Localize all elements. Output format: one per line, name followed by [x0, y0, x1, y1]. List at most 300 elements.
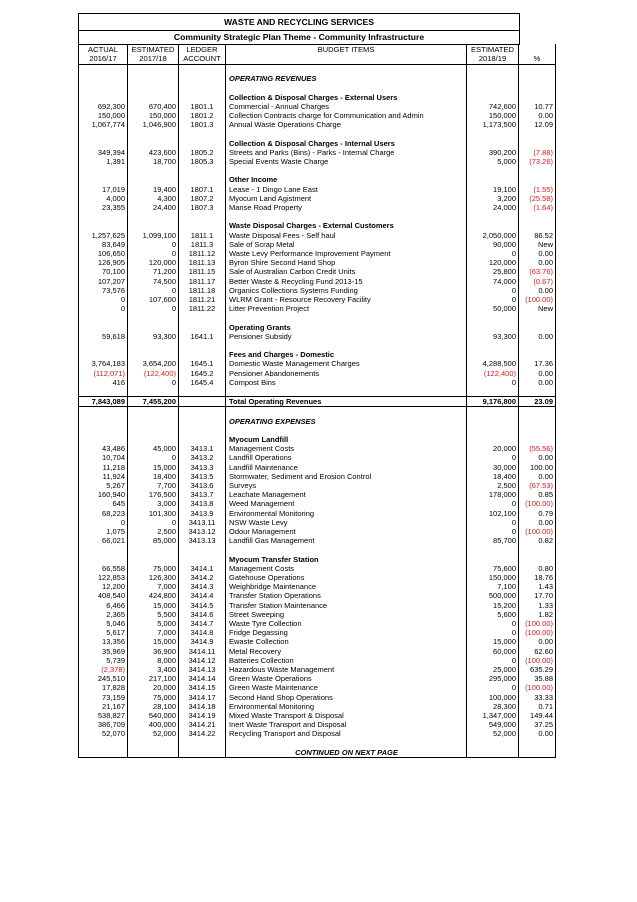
- ledger-cell: 3414.21: [179, 720, 226, 729]
- estimated-prev-cell: 19,400: [128, 185, 179, 194]
- estimated-prev-cell: (122,400): [128, 369, 179, 378]
- ledger-cell: 1807.3: [179, 203, 226, 212]
- estimated-next-cell: 102,100: [467, 509, 519, 518]
- actual-cell: 83,649: [79, 240, 128, 249]
- actual-cell: 17,828: [79, 683, 128, 692]
- actual-cell: 0: [79, 304, 128, 313]
- percent-cell: [519, 166, 556, 175]
- budget-sheet: [78, 13, 555, 900]
- ledger-cell: 3414.18: [179, 702, 226, 711]
- estimated-prev-cell: [128, 313, 179, 322]
- ledger-cell: 1811.12: [179, 249, 226, 258]
- estimated-prev-cell: [128, 221, 179, 230]
- percent-cell: [519, 435, 556, 444]
- percent-cell: 17.36: [519, 359, 556, 368]
- ledger-cell: 1645.2: [179, 369, 226, 378]
- total-row: [79, 397, 556, 407]
- estimated-next-cell: 3,200: [467, 194, 519, 203]
- spacer-row: [79, 65, 556, 75]
- estimated-prev-cell: 3,400: [128, 665, 179, 674]
- percent-cell: [519, 739, 556, 748]
- percent-cell: 0.00: [519, 332, 556, 341]
- ledger-cell: [179, 426, 226, 435]
- percent-cell: [519, 417, 556, 426]
- estimated-next-cell: 0: [467, 656, 519, 665]
- estimated-prev-cell: 75,000: [128, 693, 179, 702]
- actual-cell: 645: [79, 499, 128, 508]
- item-cell: Ewaste Collection: [226, 637, 467, 646]
- estimated-prev-cell: 93,300: [128, 332, 179, 341]
- ledger-cell: 1811.22: [179, 304, 226, 313]
- estimated-prev-cell: 0: [128, 378, 179, 387]
- actual-cell: 5,617: [79, 628, 128, 637]
- table-row: [79, 111, 556, 120]
- item-cell: Mixed Waste Transport & Disposal: [226, 711, 467, 720]
- estimated-prev-cell: [128, 387, 179, 397]
- estimated-next-cell: 20,000: [467, 444, 519, 453]
- percent-cell: 0.80: [519, 564, 556, 573]
- actual-cell: 5,267: [79, 481, 128, 490]
- estimated-next-cell: 0: [467, 295, 519, 304]
- ledger-cell: 1811.18: [179, 286, 226, 295]
- estimated-next-cell: 0: [467, 683, 519, 692]
- ledger-cell: [179, 313, 226, 322]
- ledger-cell: 1805.2: [179, 148, 226, 157]
- estimated-prev-cell: 400,000: [128, 720, 179, 729]
- section-heading-row: [79, 221, 556, 230]
- percent-cell: 0.85: [519, 490, 556, 499]
- percent-cell: 62.60: [519, 647, 556, 656]
- estimated-prev-cell: [128, 350, 179, 359]
- actual-cell: 386,709: [79, 720, 128, 729]
- item-cell: Management Costs: [226, 564, 467, 573]
- estimated-prev-cell: 24,400: [128, 203, 179, 212]
- percent-cell: [519, 555, 556, 564]
- estimated-prev-cell: 0: [128, 249, 179, 258]
- item-cell: Collection & Disposal Charges - Internal Users: [226, 139, 467, 148]
- item-cell: [226, 545, 467, 554]
- item-cell: OPERATING REVENUES: [226, 74, 467, 83]
- estimated-prev-cell: 150,000: [128, 111, 179, 120]
- item-cell: Manse Road Property: [226, 203, 467, 212]
- estimated-next-cell: [467, 350, 519, 359]
- percent-cell: [519, 545, 556, 554]
- estimated-prev-cell: 18,700: [128, 157, 179, 166]
- actual-cell: 0: [79, 295, 128, 304]
- page-subtitle: Community Strategic Plan Theme - Community Infrastructure: [173, 32, 425, 42]
- percent-cell: [519, 426, 556, 435]
- estimated-next-cell: 742,600: [467, 102, 519, 111]
- estimated-prev-cell: 3,000: [128, 499, 179, 508]
- estimated-next-cell: [467, 417, 519, 426]
- estimated-next-cell: 0: [467, 286, 519, 295]
- item-cell: [226, 65, 467, 75]
- estimated-prev-cell: [128, 139, 179, 148]
- actual-cell: 68,223: [79, 509, 128, 518]
- item-cell: Total Operating Revenues: [226, 397, 467, 407]
- item-cell: Pensioner Subsidy: [226, 332, 467, 341]
- item-cell: Odour Management: [226, 527, 467, 536]
- ledger-cell: [179, 545, 226, 554]
- title-box: [78, 13, 520, 45]
- percent-cell: 12.09: [519, 120, 556, 129]
- estimated-prev-cell: 71,200: [128, 267, 179, 276]
- item-cell: [226, 129, 467, 138]
- actual-cell: [79, 93, 128, 102]
- table-row: [79, 573, 556, 582]
- estimated-next-cell: 5,600: [467, 610, 519, 619]
- estimated-next-cell: [467, 555, 519, 564]
- estimated-prev-cell: 1,099,100: [128, 231, 179, 240]
- ledger-cell: [179, 93, 226, 102]
- item-cell: [226, 739, 467, 748]
- estimated-prev-cell: [128, 212, 179, 221]
- ledger-cell: [179, 435, 226, 444]
- item-cell: Byron Shire Second Hand Shop: [226, 258, 467, 267]
- percent-cell: (100.00): [519, 683, 556, 692]
- estimated-prev-cell: 85,000: [128, 536, 179, 545]
- estimated-next-cell: 390,200: [467, 148, 519, 157]
- actual-cell: 59,618: [79, 332, 128, 341]
- estimated-next-cell: 500,000: [467, 591, 519, 600]
- estimated-next-cell: 52,000: [467, 729, 519, 738]
- item-cell: [226, 212, 467, 221]
- percent-cell: [519, 212, 556, 221]
- percent-cell: (0.67): [519, 277, 556, 286]
- ledger-cell: 3414.22: [179, 729, 226, 738]
- header-estimated-prev: ESTIMATED: [128, 44, 179, 54]
- table-row: [79, 267, 556, 276]
- spacer-row: [79, 166, 556, 175]
- item-cell: [226, 407, 467, 417]
- estimated-next-cell: [467, 545, 519, 554]
- estimated-next-cell: 0: [467, 499, 519, 508]
- actual-cell: 73,159: [79, 693, 128, 702]
- ledger-cell: 3414.6: [179, 610, 226, 619]
- item-cell: Weed Management: [226, 499, 467, 508]
- percent-cell: [519, 74, 556, 83]
- estimated-next-cell: 75,600: [467, 564, 519, 573]
- ledger-cell: [179, 739, 226, 748]
- ledger-cell: 3413.6: [179, 481, 226, 490]
- estimated-next-cell: 28,300: [467, 702, 519, 711]
- actual-cell: 35,969: [79, 647, 128, 656]
- header-actual-year: 2016/17: [79, 54, 128, 65]
- estimated-next-cell: 25,000: [467, 665, 519, 674]
- ledger-cell: 1811.17: [179, 277, 226, 286]
- item-cell: Organics Collections Systems Funding: [226, 286, 467, 295]
- estimated-next-cell: 50,000: [467, 304, 519, 313]
- spacer-row: [79, 83, 556, 92]
- estimated-next-cell: 60,000: [467, 647, 519, 656]
- estimated-prev-cell: 5,500: [128, 610, 179, 619]
- item-cell: [226, 313, 467, 322]
- actual-cell: 4,000: [79, 194, 128, 203]
- item-cell: Landfill Maintenance: [226, 463, 467, 472]
- estimated-next-cell: 18,400: [467, 472, 519, 481]
- estimated-next-cell: [467, 435, 519, 444]
- percent-cell: (55.56): [519, 444, 556, 453]
- header-estimated-next-year: 2018/19: [467, 54, 519, 65]
- actual-cell: 11,924: [79, 472, 128, 481]
- percent-cell: (73.26): [519, 157, 556, 166]
- table-row: [79, 102, 556, 111]
- table-row: [79, 527, 556, 536]
- ledger-cell: 3414.8: [179, 628, 226, 637]
- table-row: [79, 295, 556, 304]
- actual-cell: [79, 545, 128, 554]
- ledger-cell: 3413.13: [179, 536, 226, 545]
- table-row: [79, 490, 556, 499]
- table-row: [79, 203, 556, 212]
- estimated-prev-cell: 52,000: [128, 729, 179, 738]
- estimated-prev-cell: 101,300: [128, 509, 179, 518]
- item-cell: Waste Disposal Fees - Self haul: [226, 231, 467, 240]
- actual-cell: 692,300: [79, 102, 128, 111]
- actual-cell: 11,218: [79, 463, 128, 472]
- estimated-prev-cell: 217,100: [128, 674, 179, 683]
- actual-cell: 12,200: [79, 582, 128, 591]
- item-cell: Collection & Disposal Charges - External Users: [226, 93, 467, 102]
- item-cell: Waste Levy Performance Improvement Payment: [226, 249, 467, 258]
- actual-cell: [79, 65, 128, 75]
- percent-cell: 0.71: [519, 702, 556, 711]
- section-heading-row: [79, 350, 556, 359]
- item-cell: Special Events Waste Charge: [226, 157, 467, 166]
- estimated-next-cell: [467, 313, 519, 322]
- budget-table: [78, 44, 556, 758]
- estimated-prev-cell: [128, 323, 179, 332]
- estimated-prev-cell: [128, 175, 179, 184]
- ledger-cell: [179, 212, 226, 221]
- estimated-prev-cell: 36,900: [128, 647, 179, 656]
- ledger-cell: 1805.3: [179, 157, 226, 166]
- ledger-cell: 3414.1: [179, 564, 226, 573]
- estimated-next-cell: 150,000: [467, 573, 519, 582]
- page-title: WASTE AND RECYCLING SERVICES: [79, 14, 519, 31]
- actual-cell: [79, 350, 128, 359]
- item-cell: Sale of Scrap Metal: [226, 240, 467, 249]
- estimated-prev-cell: 8,000: [128, 656, 179, 665]
- percent-cell: (100.00): [519, 295, 556, 304]
- actual-cell: [79, 166, 128, 175]
- actual-cell: 13,356: [79, 637, 128, 646]
- actual-cell: [79, 739, 128, 748]
- estimated-next-cell: [467, 139, 519, 148]
- item-cell: Annual Waste Operations Charge: [226, 120, 467, 129]
- actual-cell: [79, 74, 128, 83]
- table-row: [79, 240, 556, 249]
- table-row: [79, 499, 556, 508]
- estimated-next-cell: 1,173,500: [467, 120, 519, 129]
- ledger-cell: [179, 83, 226, 92]
- ledger-cell: 3413.2: [179, 453, 226, 462]
- item-cell: Landfill Gas Management: [226, 536, 467, 545]
- table-row: [79, 619, 556, 628]
- percent-cell: 1.33: [519, 601, 556, 610]
- estimated-next-cell: 25,800: [467, 267, 519, 276]
- percent-cell: [519, 175, 556, 184]
- header-items: BUDGET ITEMS: [226, 44, 467, 54]
- section-heading-row: [79, 139, 556, 148]
- estimated-prev-cell: 7,000: [128, 628, 179, 637]
- item-cell: Myocum Landfill: [226, 435, 467, 444]
- estimated-next-cell: [467, 65, 519, 75]
- actual-cell: [79, 435, 128, 444]
- ledger-cell: 3413.12: [179, 527, 226, 536]
- estimated-next-cell: 30,000: [467, 463, 519, 472]
- actual-cell: (112,071): [79, 369, 128, 378]
- percent-cell: New: [519, 304, 556, 313]
- item-cell: Domestic Waste Management Charges: [226, 359, 467, 368]
- item-cell: [226, 83, 467, 92]
- percent-cell: [519, 313, 556, 322]
- percent-cell: (100.00): [519, 619, 556, 628]
- estimated-next-cell: 0: [467, 518, 519, 527]
- percent-cell: [519, 323, 556, 332]
- estimated-next-cell: 2,050,000: [467, 231, 519, 240]
- section-heading-row: [79, 93, 556, 102]
- table-row: [79, 249, 556, 258]
- estimated-prev-cell: 120,000: [128, 258, 179, 267]
- actual-cell: 416: [79, 378, 128, 387]
- ledger-cell: 3414.17: [179, 693, 226, 702]
- estimated-prev-cell: [128, 83, 179, 92]
- estimated-next-cell: 24,000: [467, 203, 519, 212]
- table-row: [79, 304, 556, 313]
- percent-cell: 0.00: [519, 472, 556, 481]
- percent-cell: 18.76: [519, 573, 556, 582]
- estimated-next-cell: 178,000: [467, 490, 519, 499]
- percent-cell: (1.55): [519, 185, 556, 194]
- estimated-next-cell: 120,000: [467, 258, 519, 267]
- actual-cell: 5,739: [79, 656, 128, 665]
- percent-cell: [519, 139, 556, 148]
- estimated-prev-cell: 0: [128, 518, 179, 527]
- estimated-prev-cell: 45,000: [128, 444, 179, 453]
- item-cell: WLRM Grant - Resource Recovery Facility: [226, 295, 467, 304]
- estimated-prev-cell: 0: [128, 453, 179, 462]
- percent-cell: [519, 387, 556, 397]
- ledger-cell: 1811.1: [179, 231, 226, 240]
- ledger-cell: 1645.4: [179, 378, 226, 387]
- percent-cell: [519, 65, 556, 75]
- ledger-cell: [179, 555, 226, 564]
- actual-cell: 52,070: [79, 729, 128, 738]
- item-cell: Waste Tyre Collection: [226, 619, 467, 628]
- item-cell: Litter Prevention Project: [226, 304, 467, 313]
- estimated-next-cell: 0: [467, 249, 519, 258]
- ledger-cell: [179, 341, 226, 350]
- item-cell: Collection Contracts charge for Communication and Admin: [226, 111, 467, 120]
- actual-cell: 5,046: [79, 619, 128, 628]
- item-cell: Second Hand Shop Operations: [226, 693, 467, 702]
- ledger-cell: 1811.21: [179, 295, 226, 304]
- section-heading-row: [79, 323, 556, 332]
- ledger-cell: 3414.19: [179, 711, 226, 720]
- item-cell: Other Income: [226, 175, 467, 184]
- estimated-prev-cell: 5,000: [128, 619, 179, 628]
- estimated-next-cell: [467, 166, 519, 175]
- spacer-row: [79, 739, 556, 748]
- actual-cell: [79, 175, 128, 184]
- percent-cell: 0.00: [519, 369, 556, 378]
- spacer-row: [79, 387, 556, 397]
- item-cell: Street Sweeping: [226, 610, 467, 619]
- percent-cell: 0.00: [519, 286, 556, 295]
- table-row: [79, 369, 556, 378]
- estimated-next-cell: [467, 74, 519, 83]
- header-ledger-sub: ACCOUNT: [179, 54, 226, 65]
- ledger-cell: 3414.13: [179, 665, 226, 674]
- percent-cell: 0.00: [519, 378, 556, 387]
- estimated-next-cell: 0: [467, 619, 519, 628]
- estimated-prev-cell: 28,100: [128, 702, 179, 711]
- estimated-prev-cell: 15,000: [128, 601, 179, 610]
- percent-cell: 0.00: [519, 729, 556, 738]
- actual-cell: 66,021: [79, 536, 128, 545]
- ledger-cell: 3413.5: [179, 472, 226, 481]
- estimated-next-cell: 549,000: [467, 720, 519, 729]
- estimated-prev-cell: 74,500: [128, 277, 179, 286]
- actual-cell: 1,257,625: [79, 231, 128, 240]
- percent-cell: (1.64): [519, 203, 556, 212]
- actual-cell: [79, 417, 128, 426]
- estimated-prev-cell: [128, 93, 179, 102]
- table-row: [79, 185, 556, 194]
- estimated-next-cell: [467, 83, 519, 92]
- budget-rows: [79, 65, 556, 758]
- table-row: [79, 463, 556, 472]
- estimated-prev-cell: [128, 545, 179, 554]
- estimated-prev-cell: 1,046,900: [128, 120, 179, 129]
- item-cell: Inert Waste Transport and Disposal: [226, 720, 467, 729]
- table-row: [79, 637, 556, 646]
- actual-cell: 7,843,089: [79, 397, 128, 407]
- ledger-cell: 3413.11: [179, 518, 226, 527]
- estimated-prev-cell: 75,000: [128, 564, 179, 573]
- ledger-cell: [179, 175, 226, 184]
- actual-cell: 106,650: [79, 249, 128, 258]
- percent-cell: 0.00: [519, 453, 556, 462]
- item-cell: Better Waste & Recycling Fund 2013-15: [226, 277, 467, 286]
- percent-cell: 86.52: [519, 231, 556, 240]
- actual-cell: 122,853: [79, 573, 128, 582]
- percent-cell: 0.00: [519, 518, 556, 527]
- estimated-next-cell: 90,000: [467, 240, 519, 249]
- estimated-next-cell: [467, 387, 519, 397]
- header-ledger: LEDGER: [179, 44, 226, 54]
- spacer-row: [79, 313, 556, 322]
- section-heading-row: [79, 555, 556, 564]
- spacer-row: [79, 545, 556, 554]
- estimated-prev-cell: 126,300: [128, 573, 179, 582]
- item-cell: Environmental Monitoring: [226, 702, 467, 711]
- item-cell: Fees and Charges - Domestic: [226, 350, 467, 359]
- ledger-cell: 1811.15: [179, 267, 226, 276]
- table-row: [79, 665, 556, 674]
- percent-cell: (63.76): [519, 267, 556, 276]
- percent-cell: 17.70: [519, 591, 556, 600]
- actual-cell: 538,827: [79, 711, 128, 720]
- estimated-prev-cell: 670,400: [128, 102, 179, 111]
- ledger-cell: 3413.9: [179, 509, 226, 518]
- estimated-prev-cell: [128, 739, 179, 748]
- estimated-next-cell: 7,100: [467, 582, 519, 591]
- item-cell: Management Costs: [226, 444, 467, 453]
- actual-cell: 0: [79, 518, 128, 527]
- estimated-next-cell: 295,000: [467, 674, 519, 683]
